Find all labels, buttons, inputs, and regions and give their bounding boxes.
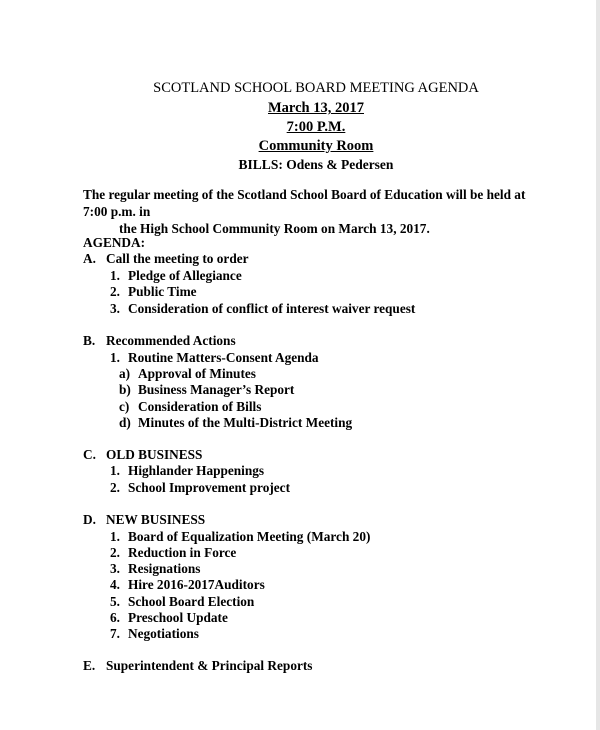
meeting-location: Community Room — [258, 138, 374, 154]
list-item: Preschool Update — [128, 610, 228, 625]
list-item: Pledge of Allegiance — [128, 268, 242, 283]
sub-item: Minutes of the Multi-District Meeting — [138, 415, 353, 430]
list-item-marker: 6. — [110, 610, 120, 625]
section-d-title: NEW BUSINESS — [106, 512, 206, 527]
sub-item: Approval of Minutes — [138, 366, 256, 381]
section-c-marker: C. — [83, 447, 96, 462]
list-item-marker: 7. — [110, 626, 120, 641]
section-a-title: Call the meeting to order — [106, 251, 249, 266]
section-e-marker: E. — [83, 658, 96, 673]
list-item: Board of Equalization Meeting (March 20) — [128, 529, 371, 544]
list-item-marker: 4. — [110, 577, 120, 592]
list-item: Negotiations — [128, 626, 199, 641]
section-a-marker: A. — [83, 251, 96, 266]
meeting-time: 7:00 P.M. — [286, 119, 346, 135]
section-b-title: Recommended Actions — [106, 333, 236, 348]
sub-item: Consideration of Bills — [138, 399, 262, 414]
agenda-heading: AGENDA: — [83, 235, 146, 250]
list-item-marker: 2. — [110, 545, 120, 560]
bills-line: BILLS: Odens & Pedersen — [238, 157, 394, 172]
list-item: School Improvement project — [128, 480, 291, 495]
list-item-marker: 1. — [110, 529, 120, 544]
list-item: Routine Matters-Consent Agenda — [128, 350, 319, 365]
list-item-marker: 2. — [110, 284, 120, 299]
list-item: Public Time — [128, 284, 197, 299]
sub-item: Business Manager’s Report — [138, 382, 295, 397]
list-item: Resignations — [128, 561, 201, 576]
list-item: Hire 2016-2017Auditors — [128, 577, 265, 592]
list-item: Consideration of conflict of interest waiver request — [128, 301, 416, 316]
section-d-marker: D. — [83, 512, 96, 527]
sub-item-marker: b) — [119, 382, 131, 397]
sub-item-marker: a) — [119, 366, 131, 381]
list-item-marker: 2. — [110, 480, 120, 495]
list-item-marker: 3. — [110, 301, 120, 316]
intro-line-2: the High School Community Room on March 13, 2017. — [119, 221, 430, 236]
list-item-marker: 1. — [110, 350, 120, 365]
list-item-marker: 3. — [110, 561, 120, 576]
list-item: School Board Election — [128, 594, 255, 609]
list-item-marker: 5. — [110, 594, 120, 609]
viewer-edge — [596, 0, 600, 730]
list-item: Reduction in Force — [128, 545, 237, 560]
sub-item-marker: c) — [119, 399, 130, 414]
list-item-marker: 1. — [110, 268, 120, 283]
section-e-title: Superintendent & Principal Reports — [106, 658, 313, 673]
sub-item-marker: d) — [119, 415, 131, 430]
section-b-marker: B. — [83, 333, 96, 348]
intro-line-1: The regular meeting of the Scotland School Board of Education will be held at 7:00 p.m. in — [83, 187, 526, 219]
agenda-title: SCOTLAND SCHOOL BOARD MEETING AGENDA — [153, 80, 479, 96]
list-item-marker: 1. — [110, 463, 120, 478]
section-c-title: OLD BUSINESS — [106, 447, 203, 462]
intro-paragraph — [83, 186, 553, 237]
meeting-date: March 13, 2017 — [268, 100, 364, 116]
list-item: Highlander Happenings — [128, 463, 265, 478]
